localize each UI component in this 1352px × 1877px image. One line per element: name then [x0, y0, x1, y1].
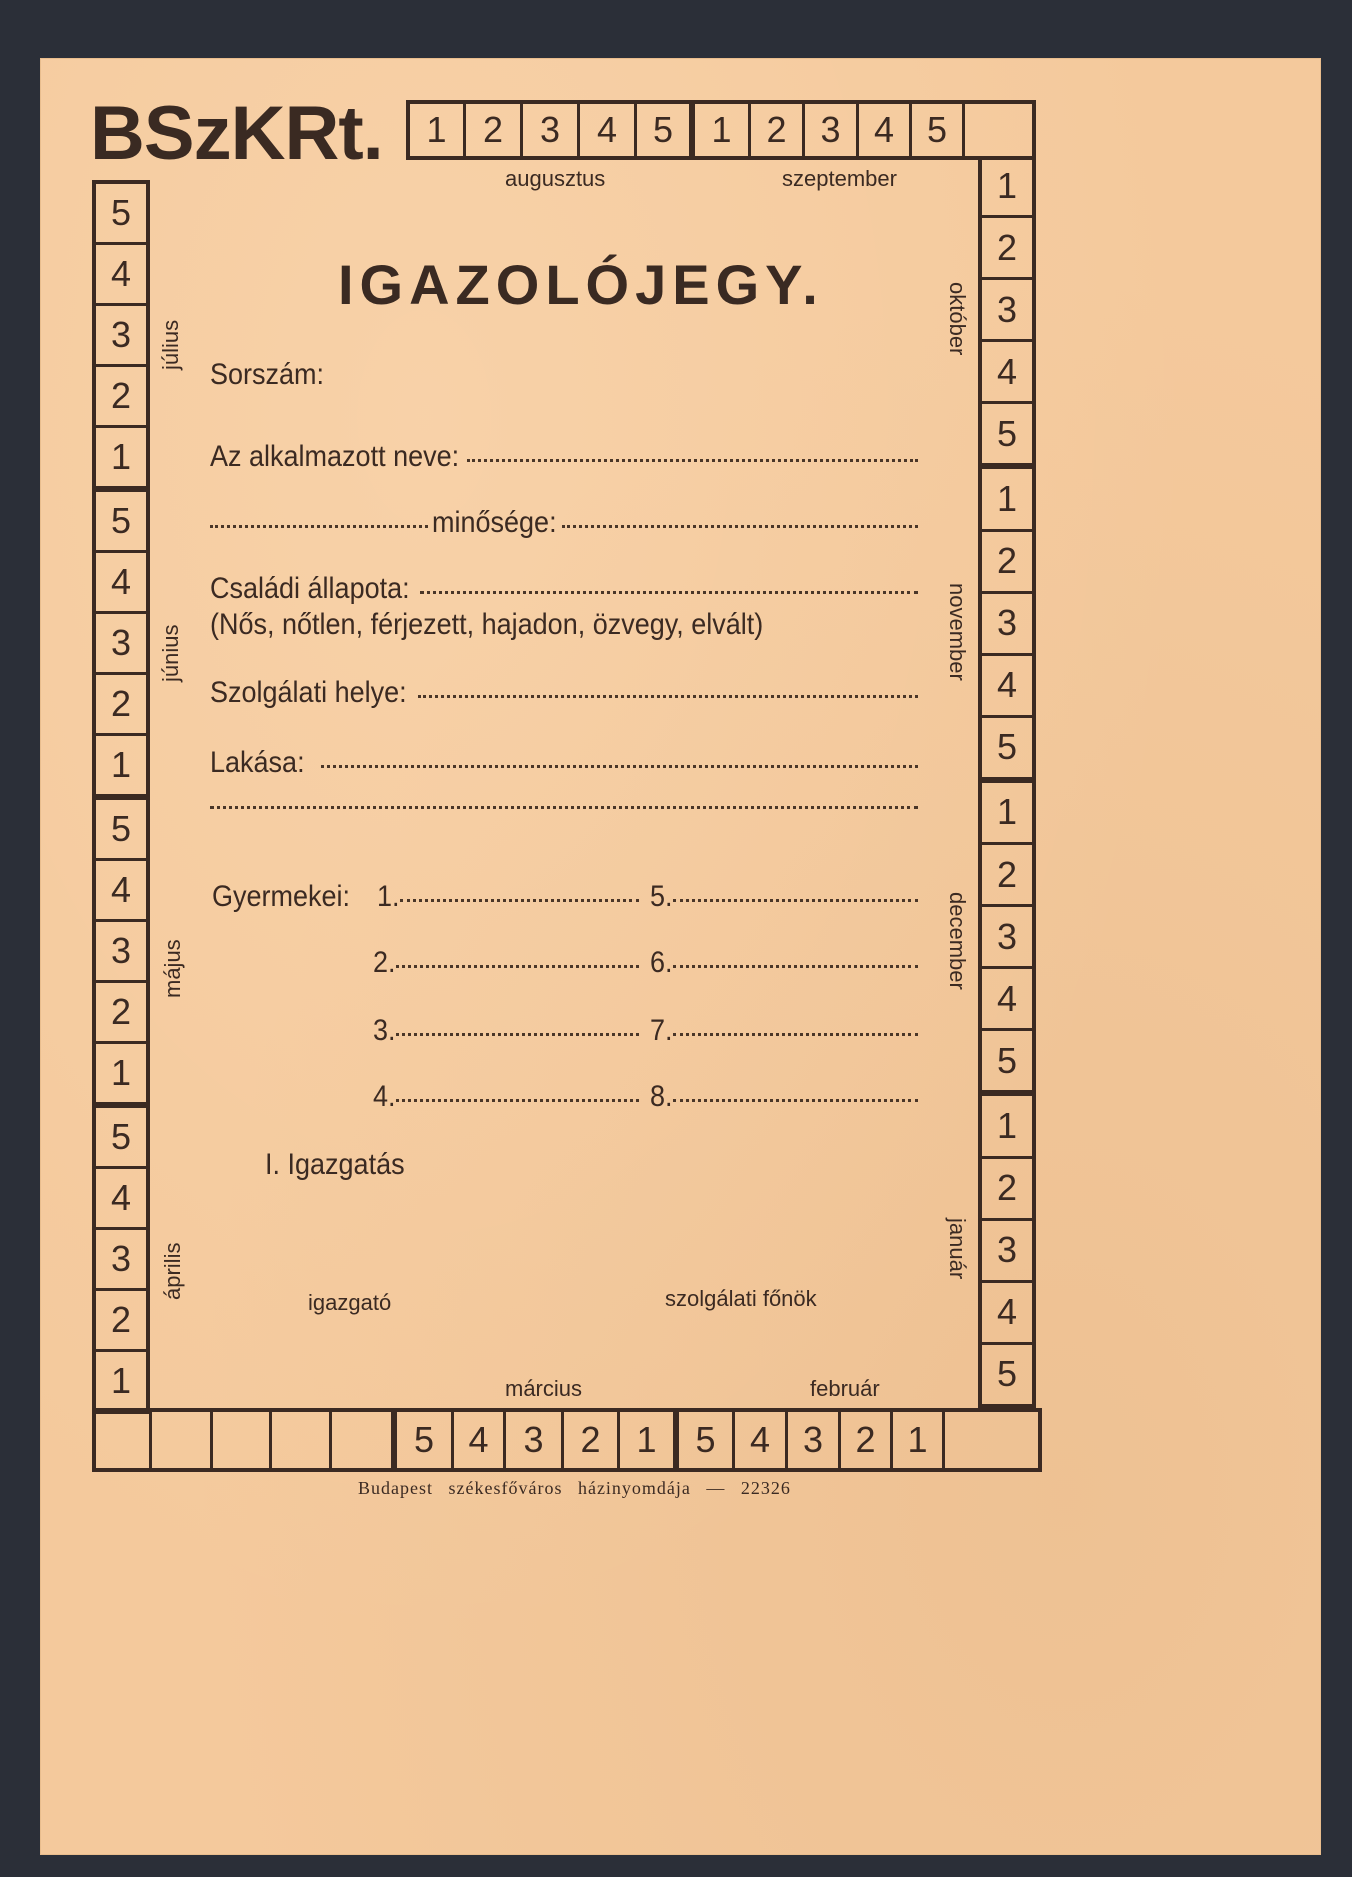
punch-cell-empty[interactable] [213, 1412, 272, 1468]
month-label-december: december [945, 892, 970, 990]
punch-cell[interactable]: 4 [96, 245, 146, 306]
punch-cell[interactable]: 3 [96, 1230, 146, 1291]
month-label-september: szeptember [782, 166, 897, 191]
punch-cell[interactable]: 4 [859, 104, 912, 156]
punch-cell[interactable]: 1 [982, 1096, 1032, 1158]
punch-cell[interactable]: 1 [893, 1412, 945, 1468]
punch-cell[interactable]: 1 [96, 1044, 146, 1108]
month-label-may: május [160, 939, 185, 998]
children-label-row [212, 880, 365, 914]
punch-cell[interactable]: 5 [982, 404, 1032, 469]
punch-cell[interactable]: 1 [620, 1412, 679, 1468]
punch-cell[interactable]: 1 [982, 783, 1032, 845]
family-status-options [210, 608, 825, 642]
left-punch-column [92, 180, 150, 1414]
top-punch-strip [406, 100, 1036, 160]
child-7-number: 7. [650, 1014, 673, 1047]
punch-cell[interactable]: 3 [982, 907, 1032, 969]
month-label-april: április [160, 1242, 185, 1300]
punch-cell[interactable]: 2 [466, 104, 523, 156]
punch-cell[interactable]: 2 [96, 983, 146, 1044]
punch-cell[interactable]: 5 [982, 718, 1032, 783]
punch-cell[interactable]: 3 [506, 1412, 564, 1468]
punch-cell-empty[interactable] [96, 1412, 152, 1468]
punch-cell[interactable]: 1 [695, 104, 751, 156]
punch-cell[interactable]: 4 [96, 1169, 146, 1230]
service-place-label: Szolgálati helye: [210, 676, 407, 709]
child-5-number: 5. [650, 880, 673, 913]
child-6-number: 6. [650, 946, 673, 979]
punch-cell[interactable]: 3 [96, 614, 146, 675]
punch-cell[interactable]: 2 [982, 845, 1032, 907]
punch-cell-empty[interactable] [332, 1412, 397, 1468]
child-8-input-line[interactable] [673, 1099, 918, 1102]
punch-cell[interactable]: 2 [96, 675, 146, 736]
punch-cell[interactable]: 3 [805, 104, 859, 156]
punch-cell-empty[interactable] [965, 104, 1032, 156]
child-3-field[interactable] [373, 1014, 639, 1048]
punch-cell[interactable]: 3 [982, 1221, 1032, 1283]
child-7-field[interactable] [650, 1014, 918, 1048]
punch-cell[interactable]: 3 [788, 1412, 841, 1468]
punch-cell[interactable]: 2 [982, 218, 1032, 280]
right-punch-column [978, 156, 1036, 1408]
punch-cell[interactable]: 1 [110, 1360, 132, 1401]
punch-cell[interactable]: 5 [96, 492, 146, 553]
family-status-options-text: (Nős, nőtlen, férjezett, hajadon, özvegy, elvált) [210, 608, 764, 641]
month-label-june: június [158, 624, 183, 682]
punch-cell[interactable]: 4 [982, 969, 1032, 1031]
service-place-field[interactable] [210, 676, 918, 710]
quality-label: minősége: [432, 506, 557, 539]
child-4-number: 4. [373, 1080, 396, 1113]
serial-number-label: Sorszám: [210, 358, 325, 391]
serial-number-field [210, 358, 337, 392]
quality-prefix-line[interactable] [210, 525, 428, 528]
punch-cell[interactable]: 4 [96, 553, 146, 614]
child-2-field[interactable] [373, 946, 639, 980]
quality-field[interactable] [210, 506, 918, 540]
child-5-field[interactable] [650, 880, 918, 914]
child-5-input-line[interactable] [673, 899, 918, 902]
printer-imprint: Budapest székesfőváros házinyomdája — 22326 [358, 1478, 791, 1498]
month-label-november: november [945, 583, 970, 681]
director-signature-label: igazgató [308, 1290, 392, 1315]
punch-cell[interactable]: 1 [410, 104, 466, 156]
employee-name-label: Az alkalmazott neve: [210, 440, 460, 473]
punch-cell[interactable]: 4 [982, 342, 1032, 404]
month-label-march: március [505, 1376, 583, 1401]
punch-cell[interactable]: 5 [996, 1353, 1018, 1395]
month-label-january: január [945, 1218, 970, 1280]
child-3-input-line[interactable] [396, 1033, 639, 1036]
punch-cell[interactable]: 2 [751, 104, 805, 156]
month-label-february: február [810, 1376, 880, 1401]
punch-cell-empty[interactable] [945, 1412, 1038, 1468]
child-8-field[interactable] [650, 1080, 918, 1114]
punch-cell[interactable]: 4 [735, 1412, 788, 1468]
child-6-field[interactable] [650, 946, 918, 980]
child-4-input-line[interactable] [396, 1099, 639, 1102]
punch-cell[interactable]: 1 [96, 736, 146, 800]
chief-signature-label: szolgálati főnök [665, 1286, 817, 1311]
punch-cell[interactable]: 1 [982, 469, 1032, 531]
punch-cell[interactable]: 2 [564, 1412, 620, 1468]
residence-input-line-2[interactable] [210, 806, 918, 809]
family-status-input-line[interactable] [420, 591, 918, 594]
punch-cell[interactable]: 4 [96, 861, 146, 922]
punch-cell[interactable]: 5 [96, 1108, 146, 1169]
punch-cell[interactable]: 5 [637, 104, 695, 156]
family-status-label: Családi állapota: [210, 572, 410, 605]
punch-cell[interactable]: 5 [96, 800, 146, 861]
residence-field-line-2[interactable] [210, 810, 918, 813]
punch-cell[interactable]: 3 [96, 922, 146, 983]
month-label-july: július [158, 319, 183, 370]
punch-cell[interactable]: 5 [982, 1031, 1032, 1096]
bottom-punch-strip [92, 1408, 1042, 1472]
month-label-august: augusztus [505, 166, 606, 191]
department-row [265, 1148, 420, 1182]
family-status-field[interactable] [210, 572, 918, 606]
children-label: Gyermekei: [212, 880, 351, 913]
quality-input-line[interactable] [562, 525, 918, 528]
residence-field[interactable] [210, 746, 918, 780]
punch-cell[interactable]: 2 [96, 1291, 146, 1352]
punch-cell[interactable]: 1 [982, 156, 1032, 218]
punch-cell[interactable]: 5 [397, 1412, 454, 1468]
child-8-number: 8. [650, 1080, 673, 1113]
child-3-number: 3. [373, 1014, 396, 1047]
punch-cell[interactable]: 5 [96, 184, 146, 245]
document-title: IGAZOLÓJEGY. [338, 253, 824, 316]
punch-cell[interactable]: 4 [982, 1283, 1032, 1345]
service-place-input-line[interactable] [418, 695, 918, 698]
punch-cell[interactable]: 4 [982, 656, 1032, 718]
punch-cell[interactable]: 3 [523, 104, 580, 156]
punch-cell[interactable]: 3 [96, 306, 146, 367]
residence-input-line[interactable] [321, 765, 918, 768]
punch-cell[interactable]: 5 [679, 1412, 735, 1468]
month-label-october: október [945, 282, 970, 356]
punch-cell[interactable]: 2 [982, 532, 1032, 594]
child-1-number: 1. [377, 880, 400, 913]
punch-cell[interactable]: 5 [912, 104, 965, 156]
employee-name-input-line[interactable] [467, 459, 918, 462]
punch-cell-empty[interactable] [272, 1412, 332, 1468]
employee-name-field[interactable] [210, 440, 918, 474]
punch-cell[interactable]: 3 [982, 594, 1032, 656]
punch-cell[interactable]: 3 [982, 280, 1032, 342]
punch-cell[interactable]: 2 [841, 1412, 893, 1468]
child-4-field[interactable] [373, 1080, 639, 1114]
residence-label: Lakása: [210, 746, 305, 779]
child-2-number: 2. [373, 946, 396, 979]
punch-cell[interactable]: 1 [96, 428, 146, 492]
company-logo: BSzKRt. [90, 91, 383, 176]
department-label: I. Igazgatás [265, 1148, 405, 1181]
punch-cell[interactable]: 2 [96, 367, 146, 428]
punch-cell[interactable]: 4 [580, 104, 637, 156]
child-7-input-line[interactable] [673, 1033, 918, 1036]
child-6-input-line[interactable] [673, 965, 918, 968]
child-1-input-line[interactable] [400, 899, 639, 902]
punch-cell[interactable]: 4 [454, 1412, 506, 1468]
child-2-input-line[interactable] [396, 965, 639, 968]
child-1-field[interactable] [377, 880, 639, 914]
punch-cell[interactable]: 2 [982, 1159, 1032, 1221]
punch-cell-empty[interactable] [152, 1412, 213, 1468]
